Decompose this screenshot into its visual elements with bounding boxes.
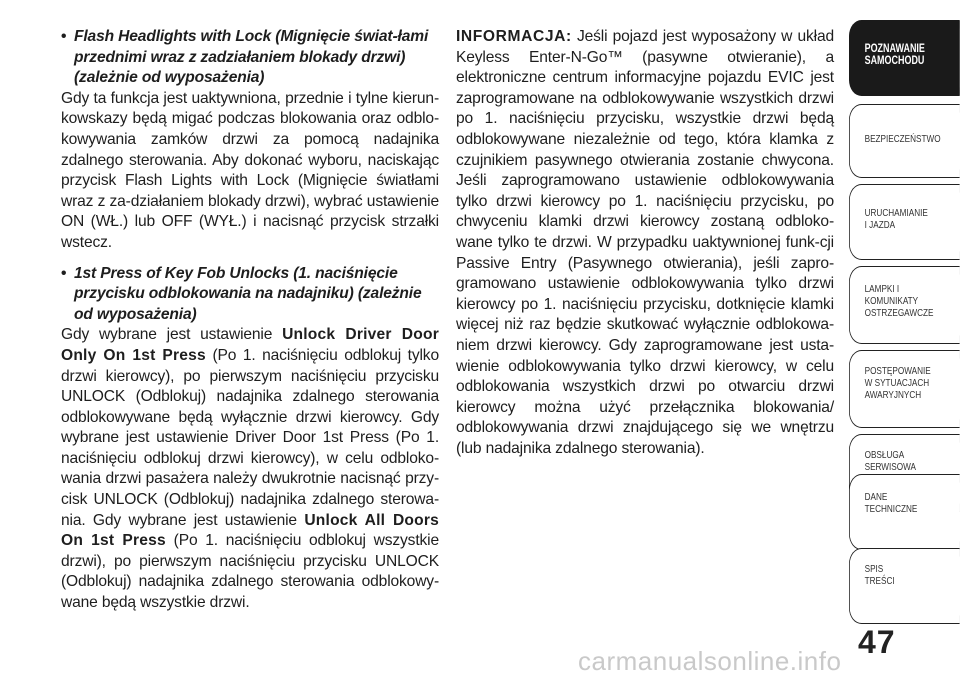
paragraph-key-fob-unlocks <box>61 325 439 613</box>
info-note <box>456 27 834 459</box>
text-run: (Po 1. naciśnięciu odblokuj wszystkie drzwi), po pierwszym naciśnięciu przycisku UNLOCK (Odblokuj) nadajnika zdalnego sterowania odblokowy-wane będą wszystkie drzwi. <box>61 532 439 612</box>
paragraph-flash-headlights: Gdy ta funkcja jest uaktywniona, przednie i tylne kierun-kowskazy będą migać podczas blokowania oraz odblo-kowywania zamków drzwi za pomocą nadajnika zdalnego sterowania. Aby dokonać wyboru, naciskając przycisk Flash Lights with Lock (Mignięcie światłami wraz z za-działaniem blokady drzwi), wybrać ustawienie ON (WŁ.) lub OFF (WYŁ.) i nacisnąć przycisk strzałki wstecz. <box>61 89 439 251</box>
bullet-icon: • <box>61 28 67 45</box>
tab-label-line: I JAZDA <box>864 219 896 231</box>
text-run: (Po 1. naciśnięciu odblokuj tylko drzwi kierowcy), po pierwszym naciśnięciu przycisku UNLOCK (Odblokuj) nadajnika zdalnego sterowania odblokowywane będą wyłącznie drzwi kierowcy. Gdy wybrane jest ustawienie Driver Door 1st Press (Po 1. naciśnięciu odblokuj drzwi kierowcy), w celu odbloko-wania drzwi pasażera należy dwukrotnie nacisnąć przy-cisk UNLOCK (Odblokuj) nadajnika zdalnego sterowa-nia. Gdy wybrane jest ustawienie <box>61 346 439 529</box>
text-run: Gdy wybrane jest ustawienie <box>61 326 283 344</box>
tab-label-line: BEZPIECZEŃSTWO <box>864 133 941 145</box>
tab-label-line: LAMPKI I <box>864 283 900 295</box>
tab-label-line: W SYTUACJACH <box>864 377 930 389</box>
info-label: INFORMACJA: <box>456 28 572 45</box>
tab-label-line: URUCHAMIANIE <box>864 207 928 219</box>
tab-poznawanie-samochodu[interactable] <box>849 20 960 96</box>
tab-lampki-i-komunikaty[interactable] <box>849 266 960 344</box>
bullet-heading-flash-headlights <box>61 27 439 89</box>
tab-label-line: TECHNICZNE <box>864 503 918 515</box>
page-number: 47 <box>858 624 896 660</box>
option-name-driver-door: Unlock Driver Door Only On 1st Press <box>61 326 439 364</box>
tab-label-line: POZNAWANIE <box>864 43 925 55</box>
tab-label-line: OBSŁUGA <box>864 449 905 461</box>
tab-label-line: SPIS <box>864 563 884 575</box>
tab-postepowanie-w-sytuacjach-awaryjnych[interactable] <box>849 350 960 428</box>
tab-uruchamianie-i-jazda[interactable] <box>849 184 960 260</box>
option-name-all-doors: Unlock All Doors On 1st Press <box>61 511 439 550</box>
tab-dane-techniczne[interactable] <box>849 474 960 550</box>
heading-text: 1st Press of Key Fob Unlocks (1. naciśnięcie przycisku odblokowania na nadajniku) (zależnie od wyposażenia) <box>74 264 422 323</box>
tab-spis-tresci[interactable] <box>849 548 960 624</box>
right-column <box>456 27 834 459</box>
tab-label-line: DANE <box>864 491 888 503</box>
tab-label-line: AWARYJNYCH <box>864 389 922 401</box>
tab-label-line: OSTRZEGAWCZE <box>864 307 934 319</box>
tab-label-line: KOMUNIKATY <box>864 295 919 307</box>
left-column <box>61 27 439 614</box>
tab-label-line: SAMOCHODU <box>864 55 925 67</box>
bullet-heading-key-fob-unlocks <box>61 264 439 326</box>
tab-bezpieczenstwo[interactable] <box>849 104 960 178</box>
watermark: carmanualsonline.info <box>578 646 842 676</box>
tab-label-line: SERWISOWA <box>864 461 917 473</box>
section-tabs <box>849 20 960 650</box>
heading-text: Flash Headlights with Lock (Mignięcie świat-łami przednimi wraz z zadziałaniem blokady drzwi) (zależnie od wyposażenia) <box>74 28 429 87</box>
info-body: Jeśli pojazd jest wyposażony w układ Keyless Enter-N-Go™ (pasywne otwieranie), a elektroniczne centrum informacyjne pojazdu EVIC jest zaprogramowane na odblokowywanie wszystkich drzwi po 1. naciśnięciu przycisku, wszystkie drzwi będą odblokowywane niezależnie od tego, która klamka z czujnikiem pasywnego otwierania zostanie chwycona. Jeśli zaprogramowano ustawienie odblokowywania tylko drzwi kierowcy po 1. naciśnięciu przycisku, po chwyceniu klamki drzwi kierowcy zostaną odbloko-wane tylko te drzwi. W przypadku uaktywnionej funk-cji Passive Entry (Pasywnego otwierania), jeśli zapro-gramowano ustawienie odblokowywania tylko drzwi kierowcy po 1. naciśnięciu przycisku, dotknięcie klamki więcej niż raz będzie skutkować wyłącznie odblokowa-niem drzwi kierowcy. Gdy zaprogramowane jest usta-wienie odblokowywania tylko drzwi kierowcy, w celu odblokowania wszystkich drzwi po otwarciu drzwi kierowcy można użyć przełącznika blokowania/ odblokowywania drzwi znajdującego się we wnętrzu (lub nadajnika zdalnego sterowania). <box>456 28 834 457</box>
tab-label-line: TREŚCI <box>864 575 895 587</box>
tab-label-line: POSTĘPOWANIE <box>864 365 931 377</box>
bullet-icon: • <box>61 264 67 282</box>
